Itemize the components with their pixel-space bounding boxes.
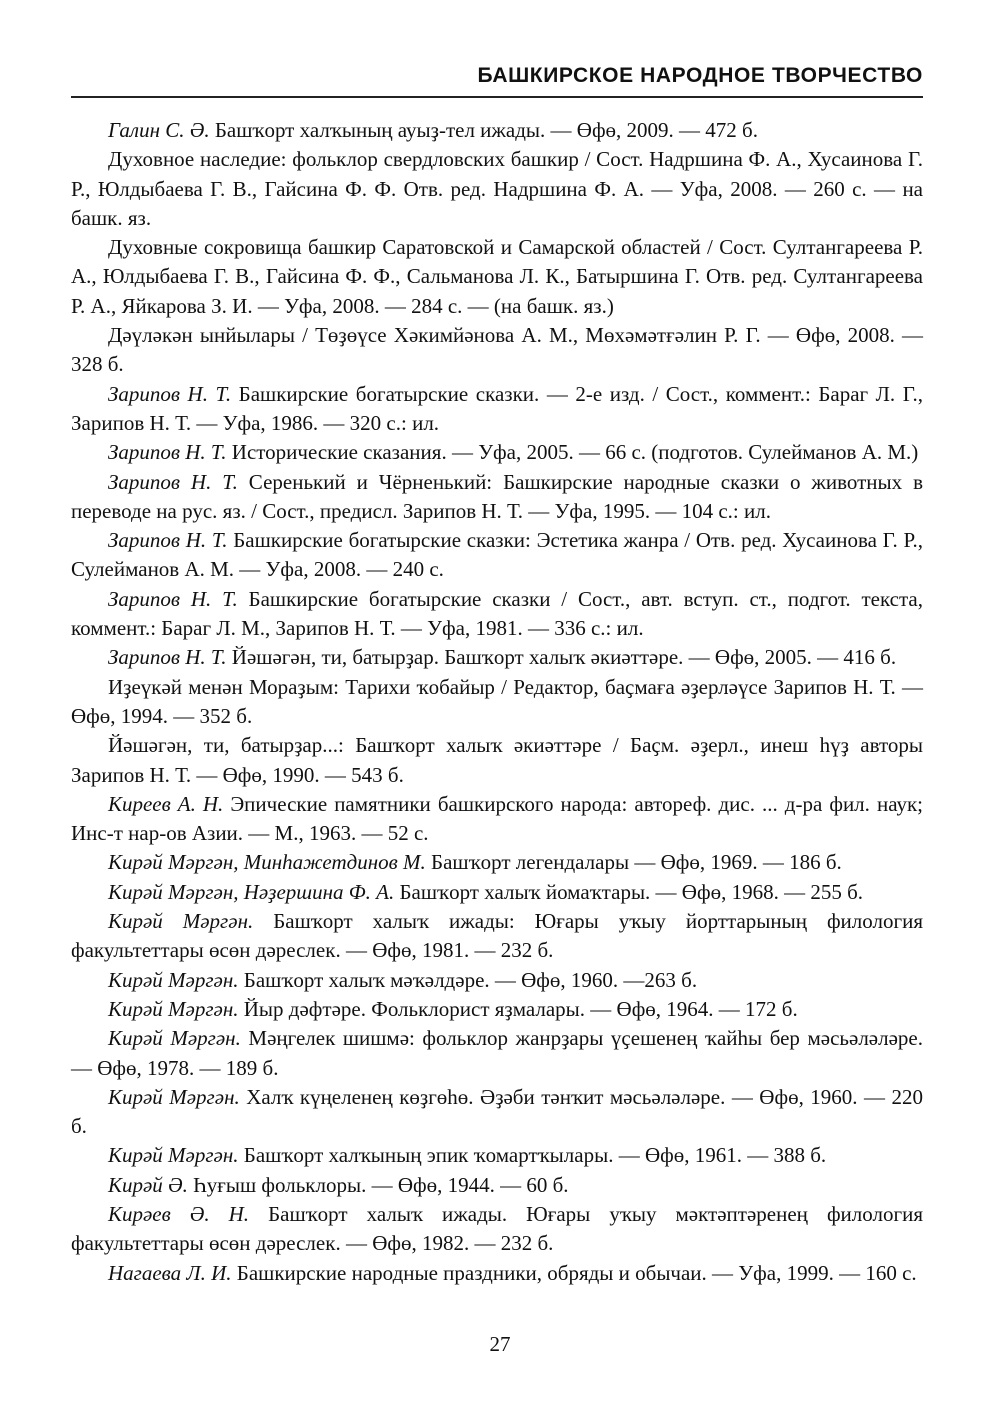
entry-text: Башкирские народные праздники, обряды и обычаи. — Уфа, 1999. — 160 с. bbox=[231, 1260, 917, 1285]
entry-author: Кирәй Мәргән. bbox=[108, 1026, 241, 1051]
entry-text: Башҡорт легендалары — Өфө, 1969. — 186 б. bbox=[425, 850, 842, 875]
running-header bbox=[71, 62, 923, 98]
bibliography-entry bbox=[71, 526, 923, 585]
bibliography-entry bbox=[71, 1141, 923, 1170]
entry-author: Кирәй Мәргән. bbox=[108, 909, 254, 934]
entry-text: Исторические сказания. — Уфа, 2005. — 66 с. (подготов. Сулейманов А. М.) bbox=[226, 440, 919, 465]
entry-text: Эпические памятники башкирского народа: автореф. дис. ... д-ра фил. наук; Инс-т нар-ов Азии. — М., 1963. — 52 с. bbox=[71, 791, 923, 846]
entry-text: Духовные сокровища башкир Саратовской и Самарской областей / Сост. Султангареева Р. А., Юлдыбаева Г. В., Гайсина Ф. Ф., Сальманова Л. К., Батыршина Г. Отв. ред. Султангареева Р. А., Яйкарова З. И. — Уфа, 2008. — 284 с. — (на башк. яз.) bbox=[71, 235, 923, 318]
entry-author: Нагаева Л. И. bbox=[108, 1260, 232, 1285]
entry-author: Кирәй Мәргән. bbox=[108, 967, 239, 992]
bibliography-entry bbox=[71, 438, 923, 467]
entry-text: Һуғыш фольклоры. — Өфө, 1944. — 60 б. bbox=[187, 1172, 569, 1197]
entry-author: Зарипов Н. Т. bbox=[108, 381, 232, 406]
section-title: БАШКИРСКОЕ НАРОДНОЕ ТВОРЧЕСТВО bbox=[477, 64, 923, 87]
entry-author: Зарипов Н. Т. bbox=[108, 528, 228, 553]
bibliography-entry bbox=[71, 380, 923, 439]
entry-text: Башкирские богатырские сказки. — 2-е изд. / Сост., коммент.: Бараг Л. Г., Зарипов Н. Т. — Уфа, 1986. — 320 с.: ил. bbox=[71, 381, 923, 435]
bibliography-entry bbox=[71, 1200, 923, 1259]
bibliography-entry bbox=[71, 233, 923, 321]
bibliography-entry bbox=[71, 1171, 923, 1200]
entry-text: Башҡорт халыҡ ижады. Юғары уҡыу мәктәптәренең филология факультеттары өсөн дәреслек. — Өфө, 1982. — 232 б. bbox=[71, 1201, 923, 1256]
bibliography-entry bbox=[71, 1024, 923, 1083]
entry-text: Башкирские богатырские сказки: Эстетика жанра / Отв. ред. Хусаинова Г. Р., Сулейманов А. М. — Уфа, 2008. — 240 с. bbox=[71, 528, 923, 582]
bibliography-list bbox=[71, 116, 923, 1288]
bibliography-entry bbox=[71, 966, 923, 995]
entry-text: Йыр дәфтәре. Фольклорист яҙмалары. — Өфө, 1964. — 172 б. bbox=[238, 996, 798, 1021]
entry-author: Зарипов Н. Т. bbox=[108, 586, 238, 611]
bibliography-entry bbox=[71, 585, 923, 644]
bibliography-entry bbox=[71, 790, 923, 849]
bibliography-entry bbox=[71, 673, 923, 732]
entry-author: Кирәй Мәргән, Нәҙершина Ф. А. bbox=[108, 879, 395, 904]
entry-text: Серенький и Чёрненький: Башкирские народные сказки о животных в переводе на рус. яз. / Сост., предисл. Зарипов Н. Т. — Уфа, 1995. — 104 с.: ил. bbox=[71, 469, 923, 523]
entry-text: Башҡорт халыҡ мәҡәлдәре. — Өфө, 1960. —263 б. bbox=[238, 967, 698, 992]
entry-author: Киреев А. Н. bbox=[108, 791, 224, 816]
entry-text: Башҡорт халыҡ ижады: Юғары уҡыу йорттарының филология факультеттары өсөн дәреслек. — Өфө, 1981. — 232 б. bbox=[71, 909, 923, 963]
bibliography-entry bbox=[71, 321, 923, 380]
bibliography-entry bbox=[71, 731, 923, 790]
entry-text: Халҡ күңеленең көҙгөһө. Әҙәби тәнҡит мәсьәләләре. — Өфө, 1960. — 220 б. bbox=[71, 1084, 923, 1139]
entry-text: Башҡорт халыҡ йомаҡтары. — Өфө, 1968. — 255 б. bbox=[394, 879, 864, 904]
bibliography-entry bbox=[71, 1259, 923, 1288]
entry-text: Дәүләкән ынйылары / Төҙөүсе Хәкимйәнова А. М., Мөхәмәтғәлин Р. Г. — Өфө, 2008. — 328 б. bbox=[71, 323, 923, 377]
bibliography-entry bbox=[71, 995, 923, 1024]
bibliography-entry bbox=[71, 907, 923, 966]
entry-author: Галин С. Ә. bbox=[108, 118, 210, 142]
bibliography-entry bbox=[71, 145, 923, 233]
entry-author: Зарипов Н. Т. bbox=[108, 469, 238, 494]
page-number: 27 bbox=[489, 1332, 511, 1356]
bibliography-entry bbox=[71, 1083, 923, 1142]
entry-text: Йәшәгән, ти, батырҙар. Башҡорт халыҡ әкиәттәре. — Өфө, 2005. — 416 б. bbox=[226, 645, 897, 670]
entry-text: Башкирские богатырские сказки / Сост., авт. вступ. ст., подгот. текста, коммент.: Бараг Л. М., Зарипов Н. Т. — Уфа, 1981. — 336 с.: ил. bbox=[71, 586, 923, 641]
entry-author: Кирәй Мәргән. bbox=[108, 996, 239, 1021]
entry-text: Башҡорт халҡының ауыҙ-тел ижады. — Өфө, 2009. — 472 б. bbox=[209, 118, 758, 142]
bibliography-entry bbox=[71, 848, 923, 877]
entry-author: Кирәй Мәргән. bbox=[108, 1143, 239, 1168]
entry-author: Зарипов Н. Т. bbox=[108, 440, 227, 465]
bibliography-entry bbox=[71, 878, 923, 907]
bibliography-entry bbox=[71, 116, 923, 145]
entry-text: Башҡорт халҡының эпик ҡомартҡылары. — Өфө, 1961. — 388 б. bbox=[238, 1143, 827, 1168]
entry-text: Духовное наследие: фольклор свердловских башкир / Сост. Надршина Ф. А., Хусаинова Г. Р., Юлдыбаева Г. В., Гайсина Ф. Ф. Отв. ред. Надршина Ф. А. — Уфа, 2008. — 260 с. — на башк. яз. bbox=[71, 147, 923, 230]
entry-text: Мәңгелек шишмә: фольклор жанрҙары үҫешенең ҡайһы бер мәсьәләләре. — Өфө, 1978. — 189 б. bbox=[71, 1026, 923, 1080]
entry-author: Кирәй Мәргән. bbox=[108, 1084, 240, 1109]
entry-author: Кирәй Мәргән, Минһажетдинов М. bbox=[108, 850, 426, 875]
bibliography-entry bbox=[71, 468, 923, 527]
entry-text: Йәшәгән, ти, батырҙар...: Башҡорт халыҡ әкиәттәре / Баҫм. әҙерл., инеш һүҙ авторы Зарипов Н. Т. — Өфө, 1990. — 543 б. bbox=[71, 733, 923, 787]
entry-author: Кирәй Ә. bbox=[108, 1172, 188, 1197]
entry-text: Иҙеүкәй менән Мораҙым: Тарихи ҡобайыр / Редактор, баҫмаға әҙерләүсе Зарипов Н. Т. — Өфө, 1994. — 352 б. bbox=[71, 674, 923, 728]
entry-author: Зарипов Н. Т. bbox=[108, 645, 227, 670]
bibliography-entry bbox=[71, 643, 923, 672]
entry-author: Кирәев Ә. Н. bbox=[108, 1201, 250, 1226]
